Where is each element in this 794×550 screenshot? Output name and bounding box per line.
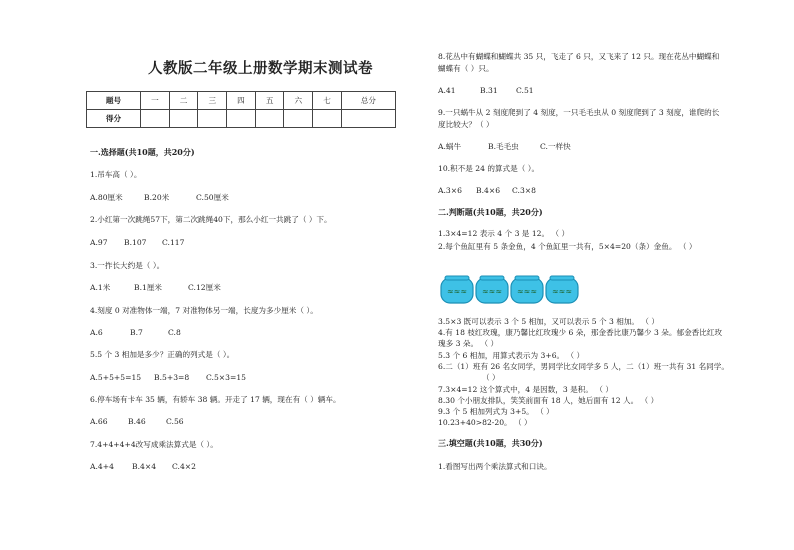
score-cell[interactable] xyxy=(227,110,256,128)
q7-option-b: B.4×4 xyxy=(132,462,157,471)
q1-option-a: A.80厘米 xyxy=(90,193,123,202)
score-table-header-row xyxy=(87,92,396,110)
question-7: 7.4+4+4+4改写成乘法算式是（ ）。 xyxy=(90,440,218,449)
q4-option-c: C.8 xyxy=(168,328,181,337)
score-cell[interactable] xyxy=(169,110,198,128)
judge-5: 5.3 个 6 相加，用算式表示为 3+6。 （ ） xyxy=(438,351,585,360)
section-judge-heading: 二.判断题(共10题，共20分) xyxy=(438,207,543,217)
judge-1: 1.3×4=12 表示 4 个 3 是 12。 （ ） xyxy=(438,229,570,238)
score-col-4: 四 xyxy=(227,92,256,110)
score-col-7: 七 xyxy=(313,92,342,110)
score-cell[interactable] xyxy=(141,110,170,128)
score-cell[interactable] xyxy=(313,110,342,128)
score-col-total: 总分 xyxy=(341,92,395,110)
fish-bowl xyxy=(476,276,508,303)
question-1: 1.吊车高（ ）。 xyxy=(90,170,142,179)
score-cell[interactable] xyxy=(284,110,313,128)
question-8-line-1: 8.花丛中有蝴蝶和蝴蝶共 35 只，飞走了 6 只，又飞来了 12 只。现在花丛中蝴蝶和 xyxy=(438,52,720,61)
question-2: 2.小红第一次跳绳57下，第二次跳绳40下，那么小红一共跳了（ ）下。 xyxy=(90,215,332,224)
q9-option-b: B.毛毛虫 xyxy=(488,142,519,151)
q1-option-c: C.50厘米 xyxy=(196,193,229,202)
score-col-label: 题号 xyxy=(87,92,141,110)
judge-4-line-2: 瑰多 3 朵。 （ ） xyxy=(438,339,499,348)
question-8-line-2: 蝴蝶有（ ）只。 xyxy=(438,64,494,73)
q6-option-b: B.46 xyxy=(128,417,146,426)
judge-4-line-1: 4.有 18 枝红玫瑰，康乃馨比红玫瑰少 6 朵，那金香比康乃馨少 3 朵。郁金香比红玫 xyxy=(438,328,723,337)
q4-option-b: B.7 xyxy=(130,328,143,337)
judge-2: 2.每个鱼缸里有 5 条金鱼，4 个鱼缸里一共有，5×4=20（条）金鱼。 （ ） xyxy=(438,242,697,251)
question-6: 6.停车场有卡车 35 辆，有轿车 38 辆。开走了 17 辆，现在有（ ）辆车。 xyxy=(90,395,341,404)
q8-option-a: A.41 xyxy=(438,86,456,95)
q3-option-a: A.1米 xyxy=(90,283,111,292)
fish-bowl xyxy=(511,276,543,303)
score-row-label: 得分 xyxy=(87,110,141,128)
question-10: 10.积不是 24 的算式是（ ）。 xyxy=(438,164,540,173)
svg-text:≈≈≈: ≈≈≈ xyxy=(516,287,538,296)
fish-bowl xyxy=(546,276,578,303)
judge-7: 7.3×4=12 这个算式中，4 是因数，3 是积。 （ ） xyxy=(438,385,613,394)
question-9-line-1: 9.一只蜗牛从 2 刻度爬到了 4 刻度，一只毛毛虫从 0 刻度爬到了 3 刻度，谁爬的长 xyxy=(438,108,720,117)
question-3: 3.一拃长大约是（ ）。 xyxy=(90,261,165,270)
q10-option-c: C.3×8 xyxy=(512,186,536,195)
score-table-score-row xyxy=(87,110,396,128)
q10-option-a: A.3×6 xyxy=(438,186,462,195)
q4-option-a: A.6 xyxy=(90,328,103,337)
score-col-5: 五 xyxy=(255,92,284,110)
svg-text:≈≈≈: ≈≈≈ xyxy=(551,287,573,296)
q7-option-c: C.4×2 xyxy=(172,462,196,471)
fish-bowls-image xyxy=(440,275,580,305)
page-title: 人教版二年级上册数学期末测试卷 xyxy=(148,60,373,77)
score-col-3: 三 xyxy=(198,92,227,110)
q3-option-b: B.1厘米 xyxy=(134,283,163,292)
q2-option-c: C.117 xyxy=(162,238,185,247)
q6-option-a: A.66 xyxy=(90,417,108,426)
question-5: 5.5 个 3 相加是多少？正确的列式是（ ）。 xyxy=(90,350,235,359)
q8-option-c: C.51 xyxy=(516,86,534,95)
judge-10: 10.23+40>82-20。 （ ） xyxy=(438,418,532,427)
question-4: 4.刻度 0 对准物体一端，7 对准物体另一端，长度为多少厘米（ ）。 xyxy=(90,306,318,315)
q1-option-b: B.20米 xyxy=(144,193,170,202)
judge-3: 3.5×3 既可以表示 3 个 5 相加，又可以表示 5 个 3 相加。 （ ） xyxy=(438,317,660,326)
fill-1: 1.看图写出两个乘法算式和口诀。 xyxy=(438,462,552,471)
q10-option-b: B.4×6 xyxy=(476,186,501,195)
q5-option-b: B.5+3=8 xyxy=(154,373,190,382)
q3-option-c: C.12厘米 xyxy=(188,283,221,292)
q2-option-a: A.97 xyxy=(90,238,108,247)
score-col-1: 一 xyxy=(141,92,170,110)
score-table xyxy=(86,91,396,128)
q2-option-b: B.107 xyxy=(124,238,147,247)
svg-text:≈≈≈: ≈≈≈ xyxy=(481,287,503,296)
q7-option-a: A.4+4 xyxy=(90,462,114,471)
question-9-line-2: 度比较大？（ ） xyxy=(438,120,494,129)
q6-option-c: C.56 xyxy=(166,417,184,426)
section-choice-heading: 一.选择题(共10题，共20分) xyxy=(90,147,195,157)
judge-6-line-2: （ ） xyxy=(482,373,500,382)
q5-option-a: A.5+5+5=15 xyxy=(90,373,142,382)
q9-option-c: C.一样快 xyxy=(540,142,571,151)
q5-option-c: C.5×3=15 xyxy=(206,373,247,382)
q8-option-b: B.31 xyxy=(480,86,498,95)
svg-text:≈≈≈: ≈≈≈ xyxy=(446,287,468,296)
score-cell[interactable] xyxy=(341,110,395,128)
score-cell[interactable] xyxy=(198,110,227,128)
judge-6-line-1: 6.二（1）班有 26 名女同学，男同学比女同学多 5 人，二（1）班一共有 31 名同学。 xyxy=(438,362,729,371)
judge-8: 8.30 个小朋友排队，笑笑前面有 18 人，她后面有 12 人。 （ ） xyxy=(438,396,659,405)
fish-bowl xyxy=(441,276,473,303)
score-cell[interactable] xyxy=(255,110,284,128)
judge-9: 9.3 个 5 相加列式为 3+5。 （ ） xyxy=(438,407,554,416)
q9-option-a: A.蜗牛 xyxy=(438,142,462,151)
score-col-2: 二 xyxy=(169,92,198,110)
section-fill-heading: 三.填空题(共10题，共30分) xyxy=(438,438,543,448)
score-col-6: 六 xyxy=(284,92,313,110)
